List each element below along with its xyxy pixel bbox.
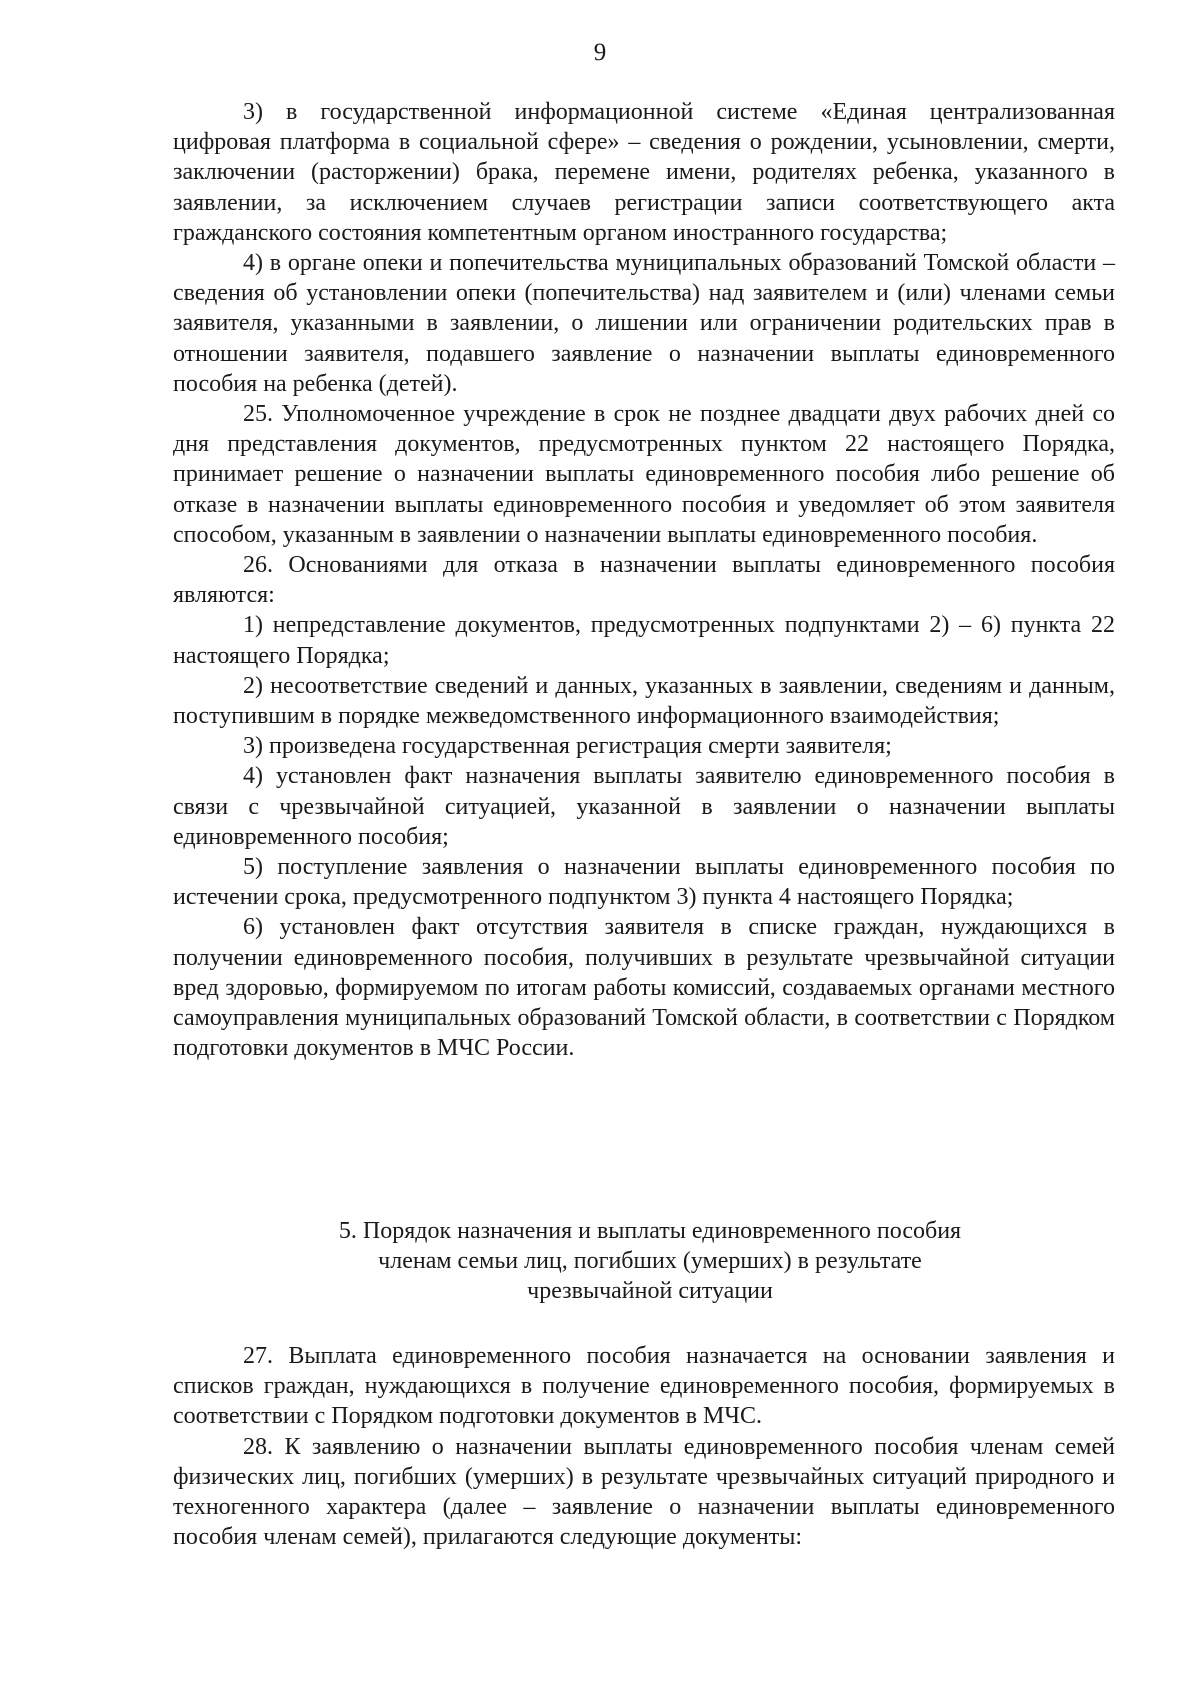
paragraph-item-26-subitem-1: 1) непредставление документов, предусмотренных подпунктами 2) – 6) пункта 22 настоящего Порядка; [173,612,1115,669]
paragraph-item-26-subitem-3: 3) произведена государственная регистрация смерти заявителя; [243,733,892,760]
section-heading-line: членам семьи лиц, погибших (умерших) в результате [378,1248,922,1275]
paragraph-item-26-subitem-2: 2) несоответствие сведений и данных, указанных в заявлении, сведениям и данным, поступившим в порядке межведомственного информационного взаимодействия; [173,672,1115,730]
paragraph-item-28: 28. К заявлению о назначении выплаты единовременного пособия членам семей физических лиц, погибших (умерших) в результате чрезвычайных ситуаций природного и техногенного характера (далее – заявление о назначении выплаты единовременного пособия членам семей), прилагаются следующие документы: [173,1433,1115,1551]
paragraph-item-26-subitem-5: 5) поступление заявления о назначении выплаты единовременного пособия по истечении срока, предусмотренного подпунктом 3) пункта 4 настоящего Порядка; [173,854,1115,911]
section-heading-line: чрезвычайной ситуации [527,1278,773,1305]
paragraph-item-25: 25. Уполномоченное учреждение в срок не позднее двадцати двух рабочих дней со дня представления документов, предусмотренных пунктом 22 настоящего Порядка, принимает решение о назначении выплаты единовременного пособия либо решение об отказе в назначении выплаты единовременного пособия и уведомляет об этом заявителя способом, указанным в заявлении о назначении выплаты единовременного пособия. [173,401,1115,548]
paragraph-item-26-subitem-6: 6) установлен факт отсутствия заявителя в списке граждан, нуждающихся в получении единовременного пособия, получивших в результате чрезвычайной ситуации вред здоровью, формируемом по итогам работы комиссий, создаваемых органами местного самоуправления муниципальных образований Томской области, в соответствии с Порядком подготовки документов в МЧС России. [173,914,1115,1062]
paragraph-item-27: 27. Выплата единовременного пособия назначается на основании заявления и списков граждан, нуждающихся в получение единовременного пособия, формируемых в соответствии с Порядком подготовки документов в МЧС. [173,1343,1115,1430]
paragraph-item-26: 26. Основаниями для отказа в назначении выплаты единовременного пособия являются: [173,552,1115,609]
section-heading [230,1216,1070,1307]
paragraph-subitem-4: 4) в органе опеки и попечительства муниципальных образований Томской области – сведения об установлении опеки (попечительства) над заявителем и (или) членами семьи заявителя, указанными в заявлении, о лишении или ограничении родительских прав в отношении заявителя, подавшего заявление о назначении выплаты единовременного пособия на ребенка (детей). [173,250,1115,397]
document-body-bottom [173,1341,1115,1552]
page-number: 9 [593,39,607,66]
section-heading-line: 5. Порядок назначения и выплаты единовременного пособия [338,1218,962,1244]
paragraph-subitem-3: 3) в государственной информационной системе «Единая централизованная цифровая платформа в социальной сфере» – сведения о рождении, усыновлении, смерти, заключении (расторжении) брака, перемене имени, родителях ребенка, указанного в заявлении, за исключением случаев регистрации записи соответствующего акта гражданского состояния компетентным органом иностранного государства; [173,99,1115,246]
document-body-top [173,97,1115,1064]
paragraph-item-26-subitem-4: 4) установлен факт назначения выплаты заявителю единовременного пособия в связи с чрезвычайной ситуацией, указанной в заявлении о назначении выплаты единовременного пособия; [173,763,1115,850]
